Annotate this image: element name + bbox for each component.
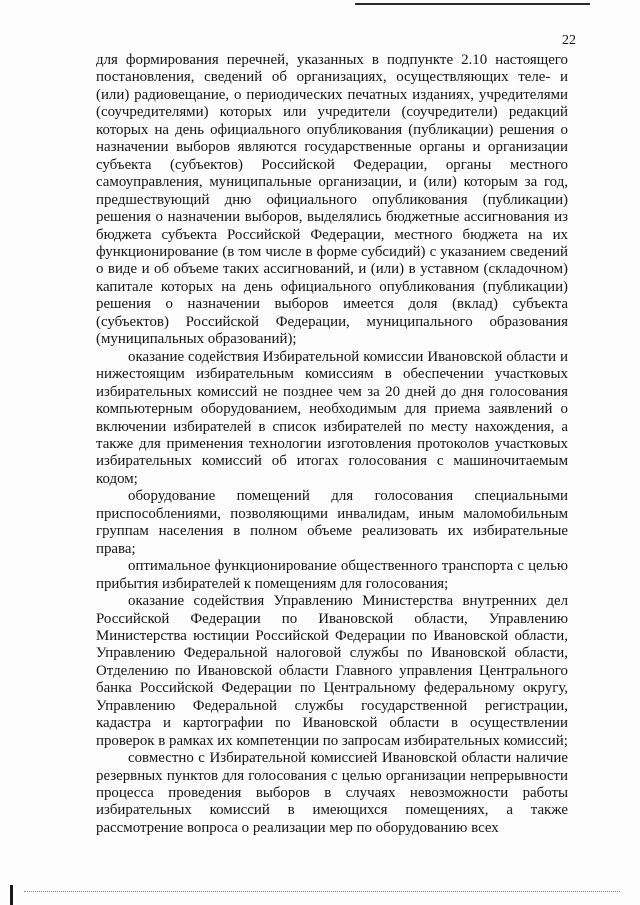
document-body	[96, 52, 568, 837]
bottom-edge-rule	[24, 891, 620, 892]
paragraph-accessibility: оборудование помещений для голосования специальными приспособлениями, позволяющими инвалидам, иным маломобильным группам населения в полном объеме реализовать их избирательные права;	[96, 488, 568, 557]
page-number: 22	[562, 33, 576, 48]
scan-edge-mark	[10, 885, 13, 905]
paragraph-assistance-agencies: оказание содействия Управлению Министерства внутренних дел Российской Федерации по Ивановской области, Управлению Министерства юстиции Российской Федерации по Ивановской области, Управлению Федеральной налоговой службы по Ивановской области, Отделению по Ивановской области Главного управления Центрального банка Российской Федерации по Центральному федеральному округу, Управлению Федеральной службы государственной регистрации, кадастра и картографии по Ивановской области в осуществлении проверок в рамках их компетенции по запросам избирательных комиссий;	[96, 593, 568, 749]
paragraph-reserve-points: совместно с Избирательной комиссией Ивановской области наличие резервных пунктов для голосования с целью организации непрерывности процесса проведения выборов в случаях невозможности работы избирательных комиссий в имеющихся помещениях, а также рассмотрение вопроса о реализации мер по оборудованию всех	[96, 750, 568, 836]
top-edge-rule	[355, 3, 590, 5]
paragraph-continuation: для формирования перечней, указанных в подпункте 2.10 настоящего постановления, сведений об организациях, осуществляющих теле- и (или) радиовещание, о периодических печатных изданиях, учредителями (соучредителями) которых или учредители (соучредители) редакций которых на день официального опубликования (публикации) решения о назначении выборов являются государственные органы и организации субъекта (субъектов) Российской Федерации, органы местного самоуправления, муниципальные организации, и (или) которым за год, предшествующий дню официального опубликования (публикации) решения о назначении выборов, выделялись бюджетные ассигнования из бюджета субъекта Российской Федерации, местного бюджета на их функционирование (в том числе в форме субсидий) с указанием сведений о виде и об объеме таких ассигнований, и (или) в уставном (складочном) капитале которых на день официального опубликования (публикации) решения о назначении выборов имеется доля (вклад) субъекта (субъектов) Российской Федерации, муниципального образования (муниципальных образований);	[96, 52, 568, 348]
paragraph-computer-equipment: оказание содействия Избирательной комиссии Ивановской области и нижестоящим избирательным комиссиям в обеспечении участковых избирательных комиссий не позднее чем за 20 дней до дня голосования компьютерным оборудованием, необходимым для приема заявлений о включении избирателей в список избирателей по месту нахождения, а также для применения технологии изготовления протоколов участковых избирательных комиссий об итогах голосования с машиночитаемым кодом;	[96, 348, 568, 487]
paragraph-transport: оптимальное функционирование общественного транспорта с целью прибытия избирателей к помещениям для голосования;	[96, 558, 568, 592]
